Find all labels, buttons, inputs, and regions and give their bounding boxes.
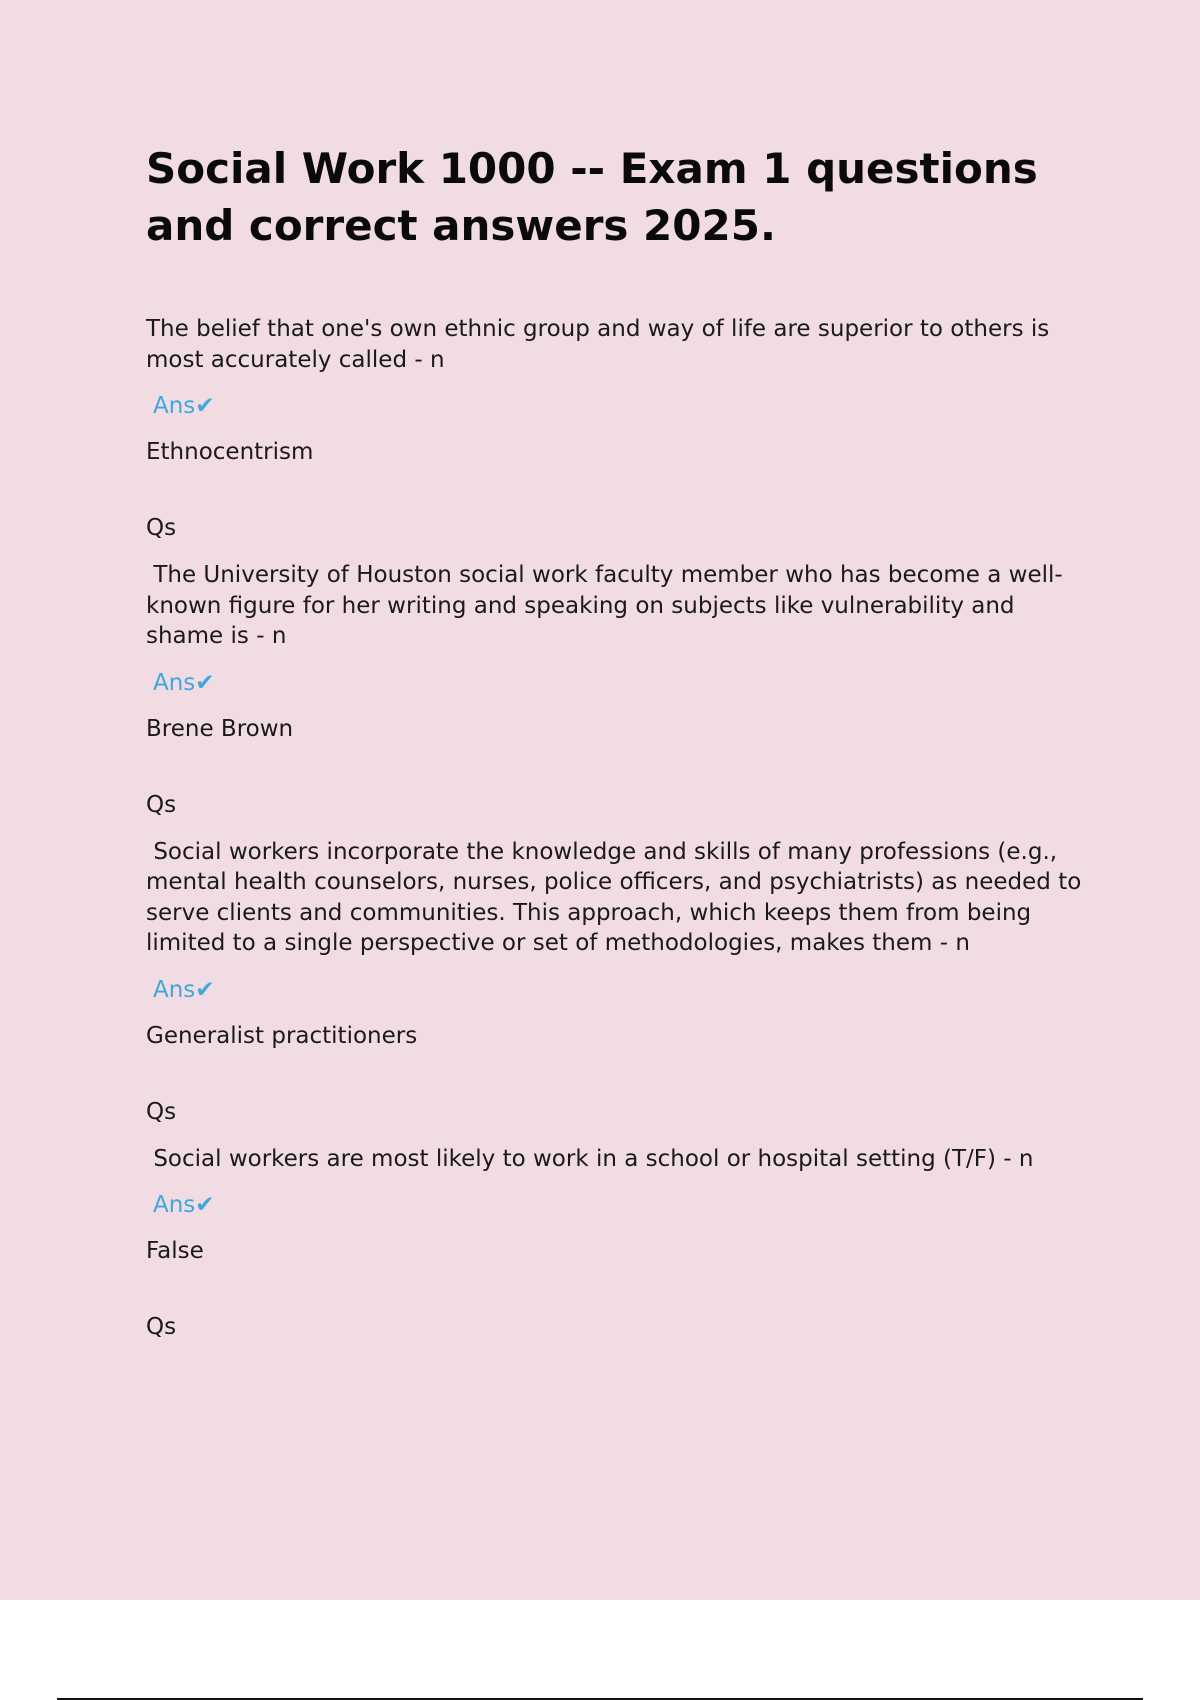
answer-label: Ans✔ [153,1192,215,1218]
answer-label: Ans✔ [153,393,215,419]
question-label: Qs [146,1098,177,1125]
qa-item [146,790,1096,1051]
answer-text: Ethnocentrism [146,439,314,465]
question-label: Qs [146,1314,177,1340]
question-text: Social workers are most likely to work in a school or hospital setting (T/F) - n [146,1145,1034,1172]
qa-item [146,1097,1096,1267]
answer-text: Generalist practitioners [146,1022,418,1049]
qa-list [146,314,1096,1342]
answer-text: Brene Brown [146,715,294,742]
answer-text: False [146,1238,204,1264]
question-text: Social workers incorporate the knowledge and skills of many professions (e.g., mental health counselors, nurses, police officers, and psychiatrists) as needed to serve clients and communities. This approach, which keeps them from being limited to a single perspective or set of methodologies, makes them - n [146,838,1089,956]
answer-label: Ans✔ [153,976,215,1003]
qa-item [146,513,1096,744]
answer-label: Ans✔ [153,669,215,696]
question-label: Qs [146,791,177,818]
question-text: The belief that one's own ethnic group and way of life are superior to others is most accurately called - n [146,316,1050,373]
document-title: Social Work 1000 -- Exam 1 questions and correct answers 2025. [146,144,1038,250]
question-text: The University of Houston social work faculty member who has become a well-known figure for her writing and speaking on subjects like vulnerability and shame is - n [146,562,1063,649]
qa-item [146,314,1096,467]
question-label: Qs [146,515,177,541]
document-content [146,140,1096,1342]
